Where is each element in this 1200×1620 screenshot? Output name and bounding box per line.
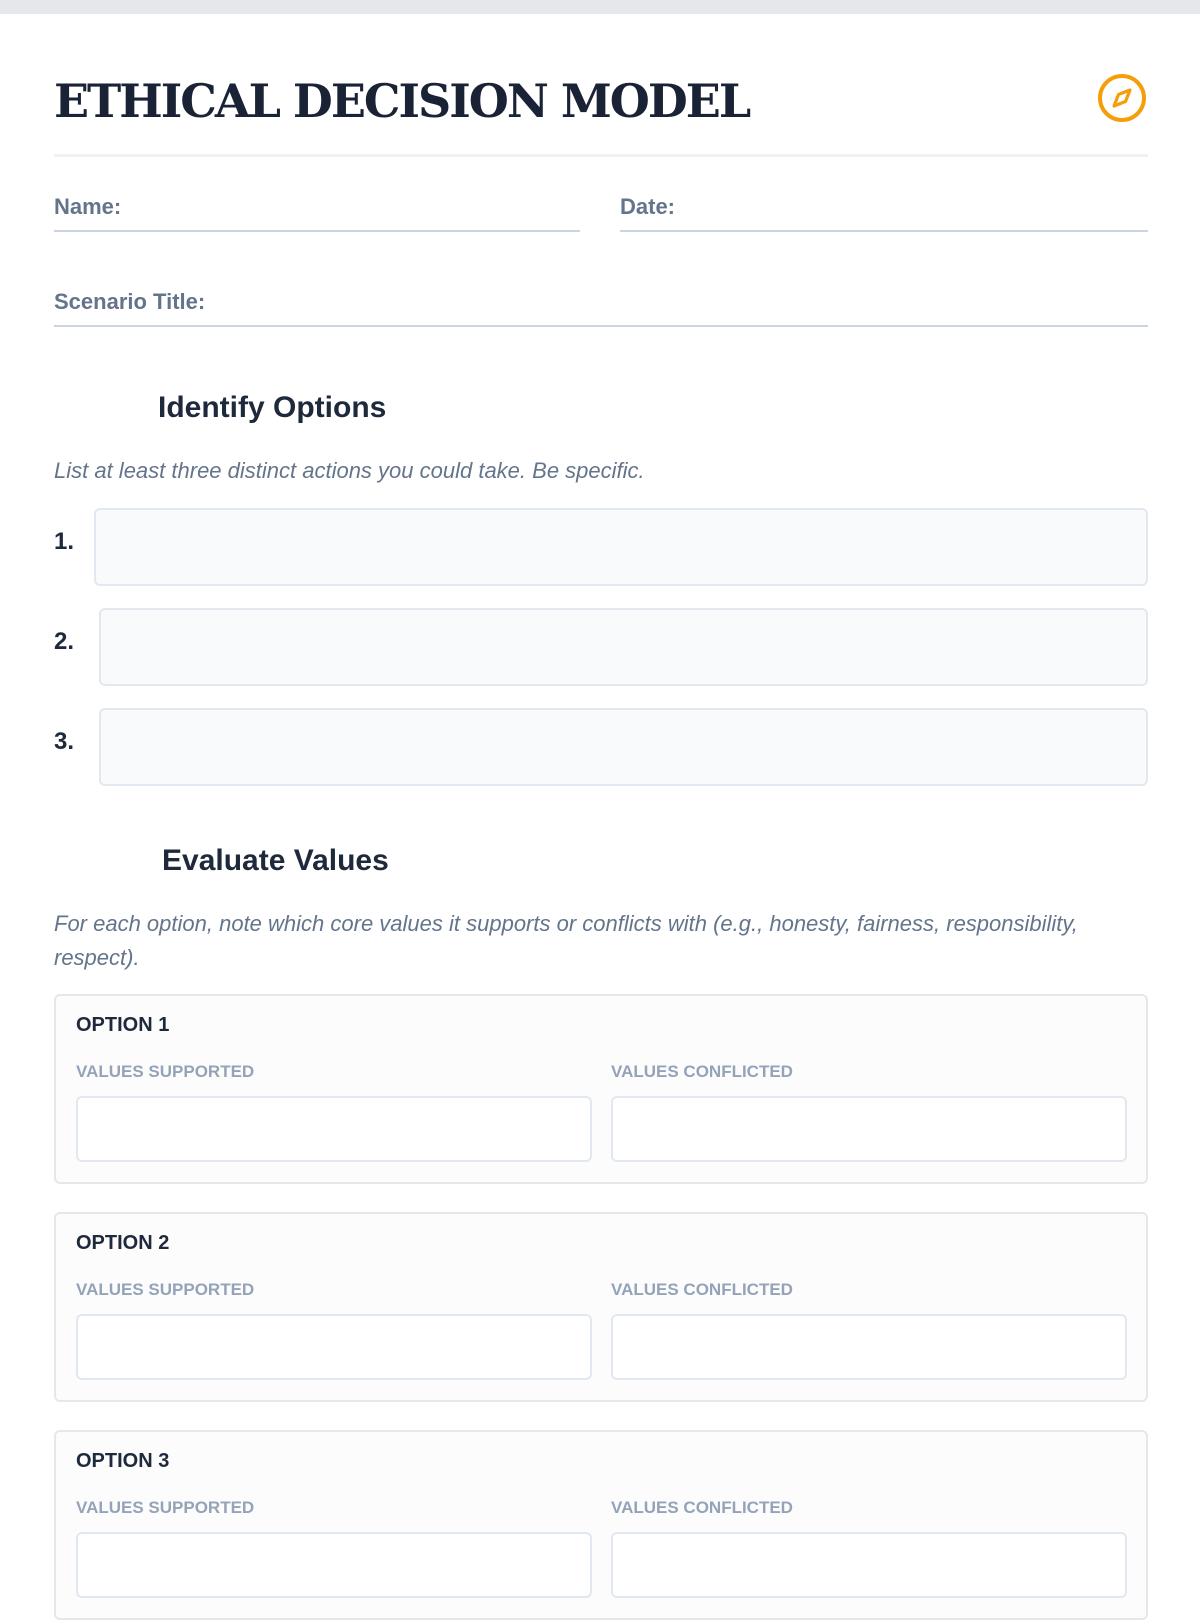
values-supported-input[interactable]: [76, 1314, 592, 1380]
top-strip: [0, 0, 1200, 14]
header: [54, 64, 1148, 157]
values-supported-label: VALUES SUPPORTED: [76, 1062, 255, 1081]
values-conflicted-input[interactable]: [611, 1096, 1127, 1162]
option-input-3[interactable]: [99, 708, 1148, 786]
values-conflicted-label: VALUES CONFLICTED: [611, 1498, 793, 1517]
scenario-title-input[interactable]: [54, 281, 1152, 327]
values-supported-label: VALUES SUPPORTED: [76, 1280, 255, 1299]
scenario-title-label: Scenario Title:: [54, 289, 206, 314]
option-values-card: [54, 1430, 1148, 1620]
values-conflicted-label: VALUES CONFLICTED: [611, 1280, 793, 1299]
compass-icon: [1096, 72, 1148, 124]
page-title: ETHICAL DECISION MODEL: [54, 74, 750, 128]
identify-options-heading: Identify Options: [158, 391, 387, 424]
values-conflicted-label: VALUES CONFLICTED: [611, 1062, 793, 1081]
evaluate-values-heading: Evaluate Values: [162, 844, 389, 877]
card-title: OPTION 2: [76, 1232, 170, 1254]
identify-options-description: List at least three distinct actions you could take. Be specific.: [54, 458, 645, 483]
option-number: 3.: [54, 728, 75, 755]
option-number: 1.: [54, 528, 75, 555]
option-values-card: [54, 994, 1148, 1184]
values-conflicted-input[interactable]: [611, 1314, 1127, 1380]
values-supported-input[interactable]: [76, 1096, 592, 1162]
values-supported-label: VALUES SUPPORTED: [76, 1498, 255, 1517]
option-values-card: [54, 1212, 1148, 1402]
values-conflicted-input[interactable]: [611, 1532, 1127, 1598]
option-number: 2.: [54, 628, 75, 655]
name-field[interactable]: [54, 186, 580, 232]
evaluate-values-description: For each option, note which core values it supports or conflicts with (e.g., honesty, fairness, responsibility, respect).: [54, 911, 1078, 970]
values-supported-input[interactable]: [76, 1532, 592, 1598]
option-input-2[interactable]: [99, 608, 1148, 686]
name-label: Name:: [54, 194, 122, 219]
date-input[interactable]: [620, 186, 1152, 232]
name-input[interactable]: [54, 186, 584, 232]
option-input-1[interactable]: [94, 508, 1148, 586]
card-title: OPTION 3: [76, 1450, 170, 1472]
date-field[interactable]: [620, 186, 1148, 232]
date-label: Date:: [620, 194, 676, 219]
card-title: OPTION 1: [76, 1014, 170, 1036]
scenario-title-field[interactable]: [54, 281, 1148, 327]
